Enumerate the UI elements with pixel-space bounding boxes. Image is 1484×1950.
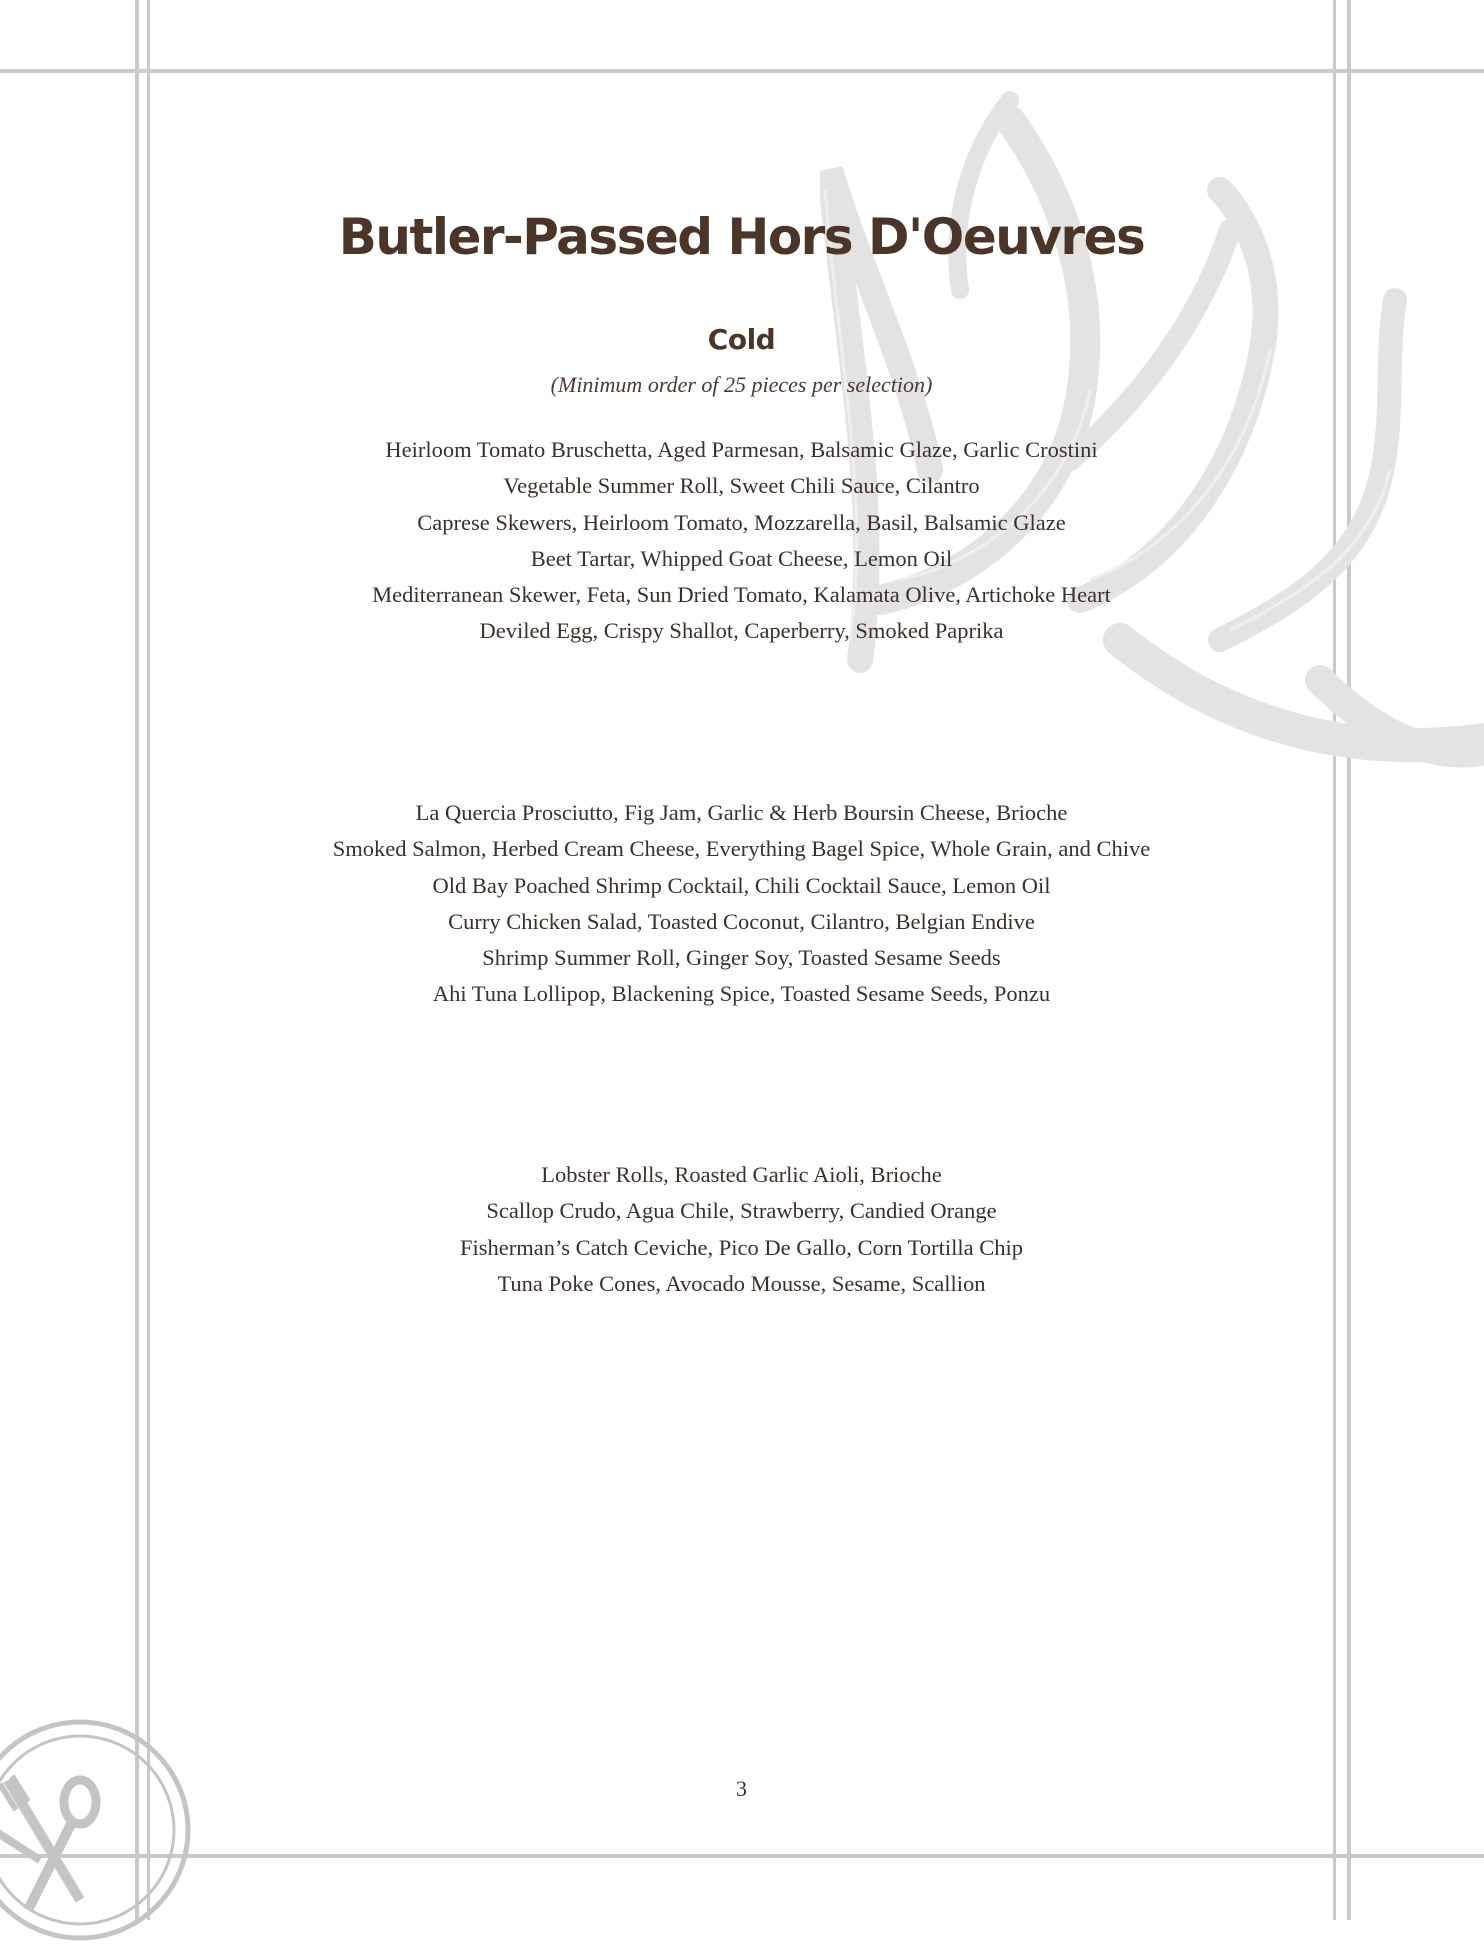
page-title: Butler-Passed Hors D'Oeuvres — [338, 208, 1145, 266]
menu-group-1 — [150, 432, 1333, 650]
section-title-cold: Cold — [707, 323, 776, 356]
menu-group-2 — [150, 795, 1333, 1013]
menu-item: Ahi Tuna Lollipop, Blackening Spice, Toasted Sesame Seeds, Ponzu — [432, 981, 1051, 1007]
minimum-order-note: (Minimum order of 25 pieces per selection) — [550, 372, 933, 397]
menu-item: Curry Chicken Salad, Toasted Coconut, Cilantro, Belgian Endive — [448, 908, 1035, 934]
utensils-seal-logo-icon — [0, 1710, 200, 1950]
menu-item: Scallop Crudo, Agua Chile, Strawberry, Candied Orange — [486, 1198, 997, 1224]
menu-item: Tuna Poke Cones, Avocado Mousse, Sesame, Scallion — [497, 1270, 986, 1296]
menu-item: La Quercia Prosciutto, Fig Jam, Garlic & Herb Boursin Cheese, Brioche — [415, 800, 1068, 825]
page-number: 3 — [736, 1776, 747, 1801]
menu-item: Beet Tartar, Whipped Goat Cheese, Lemon Oil — [530, 545, 953, 571]
antler-watermark-icon — [820, 40, 1484, 820]
menu-item: Vegetable Summer Roll, Sweet Chili Sauce, Cilantro — [503, 473, 980, 499]
menu-item: Old Bay Poached Shrimp Cocktail, Chili Cocktail Sauce, Lemon Oil — [432, 872, 1051, 898]
menu-item: Smoked Salmon, Herbed Cream Cheese, Everything Bagel Spice, Whole Grain, and Chive — [332, 836, 1151, 862]
frame-line-left-outer — [135, 0, 139, 1920]
menu-item: Caprese Skewers, Heirloom Tomato, Mozzarella, Basil, Balsamic Glaze — [417, 509, 1066, 535]
menu-item: Shrimp Summer Roll, Ginger Soy, Toasted Sesame Seeds — [482, 945, 1001, 971]
frame-line-bottom — [0, 1854, 1484, 1858]
menu-item: Deviled Egg, Crispy Shallot, Caperberry, Smoked Paprika — [479, 618, 1004, 644]
menu-item: Heirloom Tomato Bruschetta, Aged Parmesan, Balsamic Glaze, Garlic Crostini — [385, 437, 1098, 462]
menu-group-3 — [150, 1157, 1333, 1302]
menu-item: Mediterranean Skewer, Feta, Sun Dried Tomato, Kalamata Olive, Artichoke Heart — [372, 582, 1111, 608]
menu-item: Fisherman’s Catch Ceviche, Pico De Gallo, Corn Tortilla Chip — [460, 1234, 1023, 1260]
menu-item: Lobster Rolls, Roasted Garlic Aioli, Brioche — [541, 1162, 942, 1187]
